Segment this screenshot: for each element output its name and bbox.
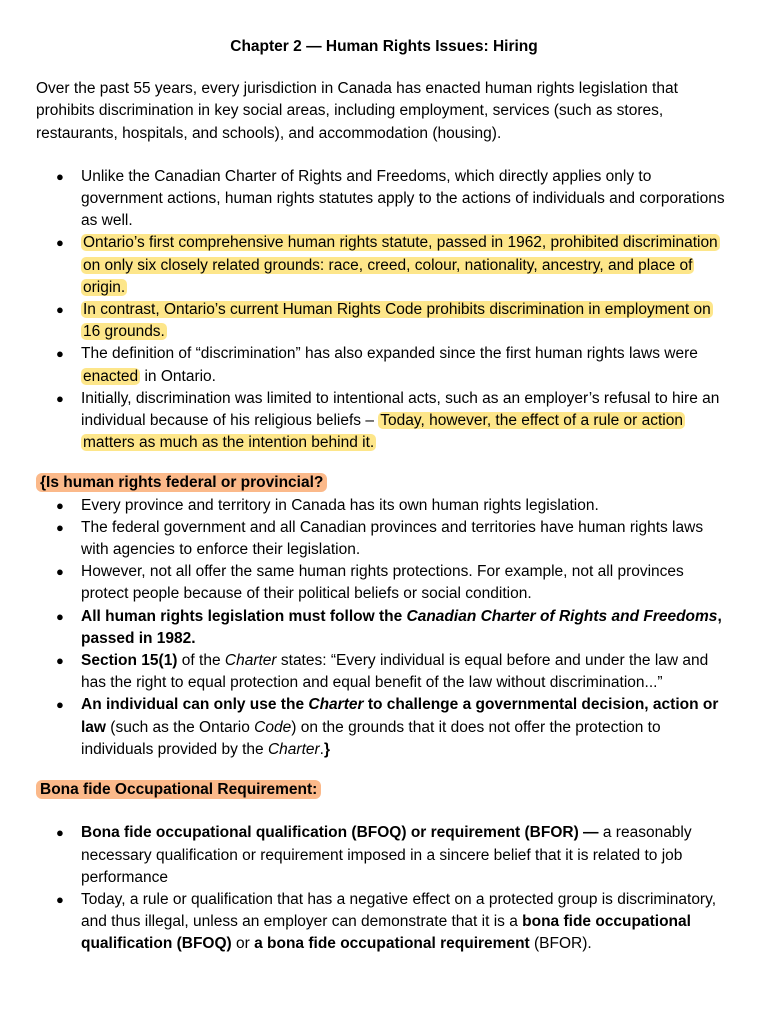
bullet-icon: ●	[56, 168, 64, 184]
intro-paragraph: Over the past 55 years, every jurisdiction in Canada has enacted human rights legislation that prohibits discrimination in key social areas, including employment, services (such as stores, restaurants, hospitals, and schools), and accommodation (housing).	[36, 80, 678, 142]
section-heading-bfor: Bona fide Occupational Requirement:	[36, 779, 732, 801]
section-heading-federal-provincial: {Is human rights federal or provincial?	[36, 472, 732, 494]
list-item: ● The federal government and all Canadian provinces and territories have human rights laws with agencies to enforce their legislation.	[56, 518, 704, 559]
list-item	[36, 232, 732, 299]
bullet-icon: ●	[56, 697, 64, 713]
section3-list	[36, 822, 732, 955]
highlighted-text: Today, however, the effect of a rule or action matters as much as the intention behind it.	[83, 412, 683, 452]
section2-list	[36, 495, 732, 761]
bullet-icon: ●	[56, 891, 64, 907]
list-item: ● The definition of “discrimination” has also expanded since the first human rights laws were enacted in Ontario.	[56, 345, 698, 385]
bullet-icon: ●	[56, 519, 64, 535]
bullet-icon: ●	[56, 564, 64, 580]
list-item: ● Bona fide occupational qualification (BFOQ) or requirement (BFOR) — a reasonably necessary qualification or requirement imposed in a sincere belief that it is related to job performance	[56, 824, 692, 886]
list-item	[36, 299, 732, 343]
list-item: ● However, not all offer the same human rights protections. For example, not all provinces protect people because of their political beliefs or social condition.	[56, 563, 684, 603]
bullet-icon: ●	[56, 825, 64, 841]
bullet-icon: ●	[56, 390, 64, 406]
highlighted-text: Ontario’s first comprehensive human rights statute, passed in 1962, prohibited discrimination on only six closely related grounds: race, creed, colour, nationality, ancestry, and place of origin.	[83, 234, 718, 296]
list-item: ● Every province and territory in Canada has its own human rights legislation.	[36, 495, 732, 517]
highlighted-text: enacted	[83, 367, 139, 385]
bullet-icon: ●	[56, 608, 64, 624]
list-item: ● Unlike the Canadian Charter of Rights and Freedoms, which directly applies only to government actions, human rights statutes apply to the actions of individuals and corporations as well.	[56, 167, 725, 230]
list-item: ● All human rights legislation must follow the Canadian Charter of Rights and Freedoms, passed in 1982.	[56, 607, 722, 647]
list-item: ● Today, a rule or qualification that has a negative effect on a protected group is discriminatory, and thus illegal, unless an employer can demonstrate that it is a bona fide occupational qualification (BFOQ) or a bona fide occupational requirement (BFOR).	[56, 890, 717, 953]
bullet-icon: ●	[56, 235, 64, 251]
bullet-icon: ●	[56, 497, 64, 513]
page-title: Chapter 2 — Human Rights Issues: Hiring	[230, 38, 538, 55]
list-item: ● An individual can only use the Charter to challenge a governmental decision, action or law (such as the Ontario Code) on the grounds that it does not offer the protection to individuals provided by the Charter.}	[56, 696, 719, 758]
bullet-icon: ●	[56, 302, 64, 318]
bullet-icon: ●	[56, 346, 64, 362]
section1-list	[36, 166, 732, 455]
list-item: ● Section 15(1) of the Charter states: “Every individual is equal before and under the law and has the right to equal protection and equal benefit of the law without discrimination...”	[56, 652, 709, 692]
highlighted-text: In contrast, Ontario’s current Human Rights Code prohibits discrimination in employment on 16 grounds.	[83, 301, 711, 341]
bullet-icon: ●	[56, 653, 64, 669]
list-item: ● Initially, discrimination was limited to intentional acts, such as an employer’s refusal to hire an individual because of his religious beliefs – Today, however, the effect of a rule or action matters as much as the intention behind it.	[56, 389, 720, 452]
